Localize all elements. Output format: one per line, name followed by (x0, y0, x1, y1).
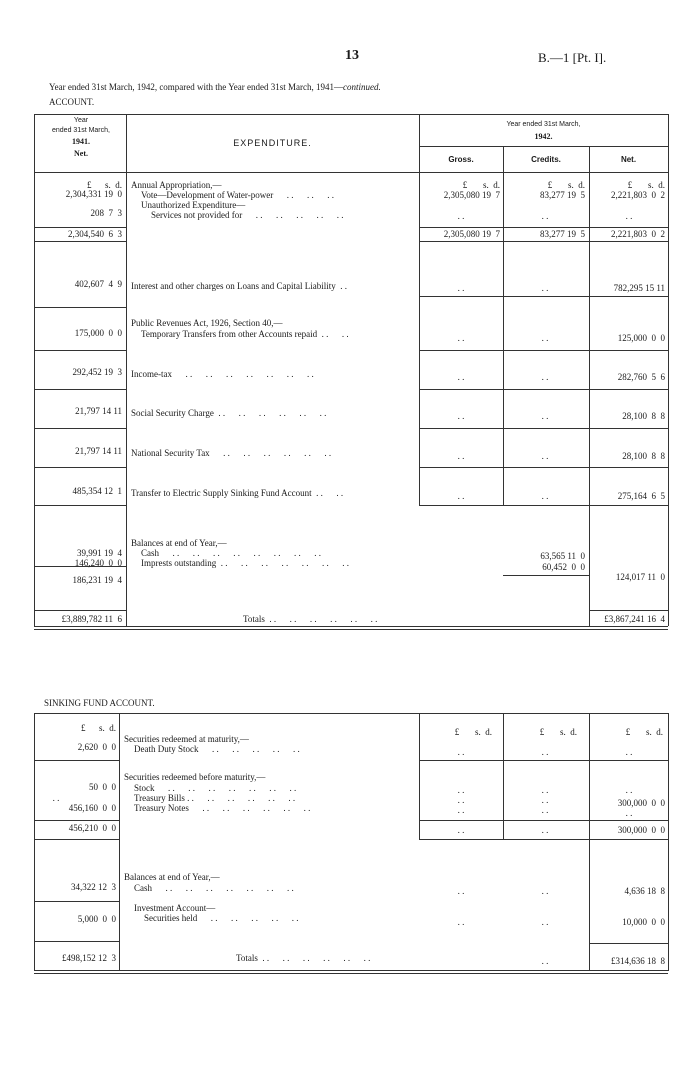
treasury-notes-credits: . . (541, 805, 549, 815)
row-rule (419, 227, 668, 228)
subheader-rule (419, 146, 668, 147)
expenditure-header: EXPENDITURE. (233, 138, 312, 148)
national-security-label: National Security Tax . . . . . . . . . . . . (131, 448, 332, 458)
treasury-bills-net: 300,000 0 0 (617, 798, 665, 808)
prev-year-header-1: Year (73, 117, 89, 124)
maturity-title: Securities redeemed at maturity,— (124, 734, 249, 744)
row-rule (34, 505, 126, 506)
subtotal-prev: 2,304,540 6 3 (68, 229, 122, 239)
row-rule (34, 241, 126, 242)
sf-totals-credits: . . (541, 956, 549, 966)
prev-year-header-2: ended 31st March, (52, 127, 110, 134)
national-security-prev: 21,797 14 11 (75, 446, 122, 456)
transfer-label: Transfer to Electric Supply Sinking Fund Account . . . . (131, 488, 344, 498)
sf-cash-credits: . . (541, 886, 549, 896)
row-rule (34, 389, 126, 390)
death-duty-credits: . . (541, 747, 549, 757)
balances-prev-total: 186,231 19 4 (72, 575, 122, 585)
vote-gross: 2,305,080 19 7 (443, 190, 500, 200)
cash-prev: 39,991 19 4 (77, 548, 122, 558)
stock-credits: . . (541, 785, 549, 795)
treasury-notes-gross: . . (457, 805, 465, 815)
unauthorized-credits: . . (541, 211, 549, 221)
sf-subtotal-gross: . . (457, 825, 465, 835)
prev-year-header-4: Net. (74, 149, 88, 158)
totals-top-rule (589, 610, 668, 611)
section-heading: ACCOUNT. (49, 97, 95, 107)
treasury-bills-label: Treasury Bills . . . . . . . . . . . . (134, 793, 296, 803)
sf-currency-prev: £ s. d. (80, 723, 116, 733)
unauthorized-label: Services not provided for . . . . . . . . . . (151, 210, 344, 220)
vote-net: 2,221,803 0 2 (611, 190, 665, 200)
right-border (668, 713, 669, 971)
gross-divider (419, 114, 420, 505)
social-security-prev: 21,797 14 11 (75, 406, 122, 416)
revenues-title: Public Revenues Act, 1926, Section 40,— (131, 318, 283, 328)
income-tax-net: 282,760 5 6 (617, 372, 665, 382)
securities-held-net: 10,000 0 0 (622, 917, 665, 927)
imprests-prev: 146,240 0 0 (74, 558, 122, 568)
sinking-fund-title: SINKING FUND ACCOUNT. (44, 698, 155, 708)
stock-gross: . . (457, 785, 465, 795)
row-rule (34, 839, 119, 840)
header-bottom-rule (34, 172, 668, 173)
treasury-bills-prev: . . (52, 793, 60, 803)
subtotal-credits: 83,277 19 5 (540, 229, 585, 239)
transfer-credits: . . (541, 491, 549, 501)
social-security-gross: . . (457, 411, 465, 421)
securities-held-credits: . . (541, 917, 549, 927)
sf-subtotal-prev: 456,210 0 0 (68, 823, 116, 833)
row-rule (419, 760, 668, 761)
row-rule (34, 307, 126, 308)
balances-title: Balances at end of Year,— (131, 538, 227, 548)
stock-net: . . (625, 785, 633, 795)
document-reference: B.—1 [Pt. I]. (538, 50, 607, 65)
cash-credits: 63,565 11 0 (540, 551, 585, 561)
transfer-gross: . . (457, 491, 465, 501)
row-rule (34, 901, 119, 902)
page-number: 13 (345, 48, 359, 63)
row-rule (419, 505, 668, 506)
national-security-gross: . . (457, 451, 465, 461)
sf-cash-label: Cash . . . . . . . . . . . . . . (134, 883, 294, 893)
treasury-bills-credits: . . (541, 795, 549, 805)
totals-top-rule (34, 610, 126, 611)
before-maturity-title: Securities redeemed before maturity,— (124, 772, 266, 782)
transfer-prev: 485,354 12 1 (72, 486, 122, 496)
unauthorized-prev: 208 7 3 (90, 208, 122, 218)
row-rule (34, 428, 126, 429)
subtitle-continued: continued. (343, 82, 381, 92)
row-rule (34, 227, 126, 228)
vote-prev: 2,304,331 19 0 (65, 189, 122, 199)
unauthorized-gross: . . (457, 211, 465, 221)
investment-title: Investment Account— (134, 903, 216, 913)
row-rule (419, 467, 668, 468)
sf-totals-label: Totals . . . . . . . . . . . . (236, 953, 371, 963)
curr-year-header-1: Year ended 31st March, (506, 121, 581, 128)
row-rule (589, 943, 668, 944)
sf-balances-title: Balances at end of Year,— (124, 872, 220, 882)
currency-prev: £ s. d. (86, 180, 122, 190)
net-header: Net. (620, 155, 637, 164)
national-security-net: 28,100 8 8 (622, 451, 665, 461)
revenues-credits: . . (541, 333, 549, 343)
securities-held-label: Securities held . . . . . . . . . . (144, 913, 299, 923)
row-rule (419, 839, 668, 840)
subtotal-net: 2,221,803 0 2 (611, 229, 665, 239)
totals-label: Totals . . . . . . . . . . . . (243, 614, 378, 624)
treasury-notes-net: . . (625, 808, 633, 818)
credits-sum-rule (503, 575, 589, 576)
left-border (34, 713, 35, 971)
row-rule (419, 296, 668, 297)
row-rule (419, 350, 668, 351)
net-divider (589, 713, 590, 971)
social-security-net: 28,100 8 8 (622, 411, 665, 421)
transfer-net: 275,164 6 5 (617, 491, 665, 501)
left-border (34, 114, 35, 626)
death-duty-prev: 2,620 0 0 (77, 742, 116, 752)
row-rule (34, 820, 119, 821)
revenues-gross: . . (457, 333, 465, 343)
sf-totals-net: £314,636 18 8 (611, 956, 665, 966)
credits-divider (503, 146, 504, 505)
sf-cash-net: 4,636 18 8 (624, 886, 665, 896)
cash-label: Cash . . . . . . . . . . . . . . . . (141, 548, 321, 558)
revenues-net: 125,000 0 0 (617, 333, 665, 343)
revenues-prev: 175,000 0 0 (74, 328, 122, 338)
income-tax-prev: 292,452 19 3 (72, 367, 122, 377)
page-subtitle (49, 82, 381, 92)
social-security-credits: . . (541, 411, 549, 421)
income-tax-gross: . . (457, 372, 465, 382)
unauthorized-net: . . (625, 211, 633, 221)
table-top-rule (34, 713, 668, 714)
securities-held-gross: . . (457, 917, 465, 927)
row-rule (34, 941, 119, 942)
sf-totals-prev: £498,152 12 3 (62, 953, 116, 963)
net-divider (589, 146, 590, 626)
totals-prev: £3,889,782 11 6 (61, 614, 122, 624)
unauthorized-title: Unauthorized Expenditure— (141, 200, 246, 210)
treasury-bills-gross: . . (457, 795, 465, 805)
sf-cash-gross: . . (457, 886, 465, 896)
prev-year-header-3: 1941. (72, 137, 90, 146)
subtotal-gross: 2,305,080 19 7 (443, 229, 500, 239)
row-rule (419, 241, 668, 242)
credits-header: Credits. (531, 155, 561, 164)
revenues-label: Temporary Transfers from other Accounts repaid . . . . (141, 329, 349, 339)
imprests-credits: 60,452 0 0 (542, 562, 585, 572)
sf-cash-prev: 34,322 12 3 (71, 882, 116, 892)
imprests-label: Imprests outstanding . . . . . . . . . . . . . . (141, 558, 349, 568)
interest-credits: . . (541, 283, 549, 293)
totals-net: £3,867,241 16 4 (604, 614, 665, 624)
table-top-rule (34, 114, 668, 115)
curr-year-header-2: 1942. (534, 132, 553, 141)
gross-header: Gross. (448, 155, 474, 164)
income-tax-credits: . . (541, 372, 549, 382)
currency-gross: £ s. d. (462, 180, 500, 190)
interest-net: 782,295 15 11 (613, 283, 665, 293)
national-security-credits: . . (541, 451, 549, 461)
prev-year-divider (126, 114, 127, 626)
row-rule (419, 428, 668, 429)
sf-subtotal-credits: . . (541, 825, 549, 835)
sf-currency-net: £ s. d. (625, 727, 663, 737)
income-tax-label: Income-tax . . . . . . . . . . . . . . (131, 369, 314, 379)
annual-appropriation-title: Annual Appropriation,— (131, 180, 222, 190)
vote-credits: 83,277 19 5 (540, 190, 585, 200)
currency-credits: £ s. d. (547, 180, 585, 190)
death-duty-gross: . . (457, 747, 465, 757)
interest-prev: 402,607 4 9 (74, 279, 122, 289)
stock-label: Stock . . . . . . . . . . . . . . (134, 783, 297, 793)
interest-label: Interest and other charges on Loans and Capital Liability . . (131, 281, 348, 291)
treasury-notes-label: Treasury Notes . . . . . . . . . . . . (134, 803, 311, 813)
sf-currency-credits: £ s. d. (539, 727, 577, 737)
subtitle-text: Year ended 31st March, 1942, compared with the Year ended 31st March, 1941— (49, 82, 344, 92)
death-duty-net: . . (625, 747, 633, 757)
treasury-notes-prev: 456,160 0 0 (68, 803, 116, 813)
right-border (668, 114, 669, 626)
currency-net: £ s. d. (627, 180, 665, 190)
row-rule (34, 467, 126, 468)
table-bottom-double-rule (34, 970, 668, 974)
vote-label: Vote—Development of Water-power . . . . . . (141, 190, 334, 200)
table-bottom-double-rule (34, 626, 668, 630)
sf-subtotal-net: 300,000 0 0 (617, 825, 665, 835)
row-rule (419, 389, 668, 390)
row-rule (34, 350, 126, 351)
securities-held-prev: 5,000 0 0 (77, 914, 116, 924)
stock-prev: 50 0 0 (89, 782, 116, 792)
social-security-label: Social Security Charge . . . . . . . . . . . . (131, 408, 327, 418)
row-rule (419, 820, 668, 821)
prev-year-divider (119, 713, 120, 971)
death-duty-label: Death Duty Stock . . . . . . . . . . (134, 744, 300, 754)
interest-gross: . . (457, 283, 465, 293)
row-rule (34, 760, 119, 761)
sf-currency-gross: £ s. d. (454, 727, 492, 737)
balances-net: 124,017 11 0 (615, 572, 665, 582)
